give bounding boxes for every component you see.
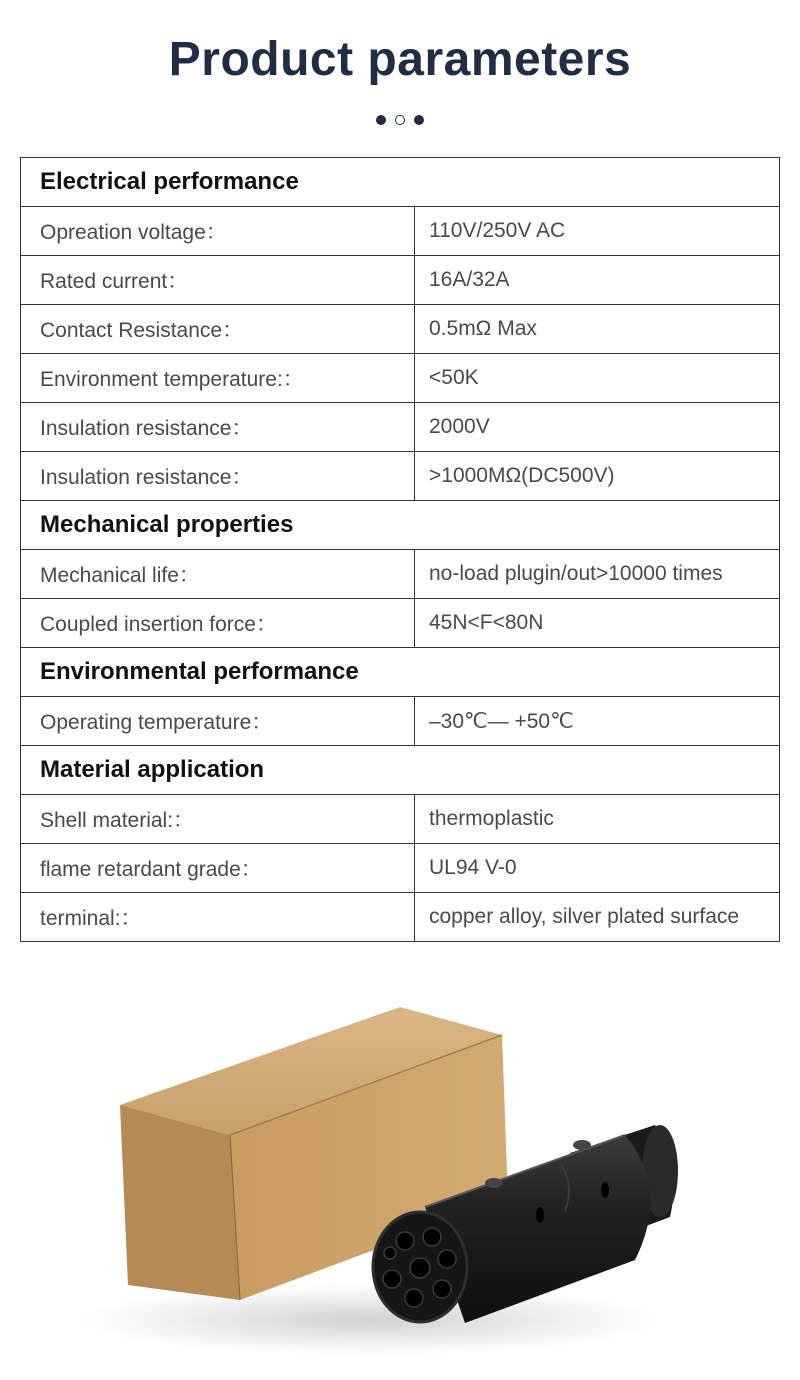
param-label: Mechanical life： <box>21 550 415 599</box>
param-label: Insulation resistance： <box>21 452 415 501</box>
param-value: UL94 V-0 <box>415 844 780 893</box>
floor-shadow <box>80 1285 660 1355</box>
decorative-dots <box>376 115 424 127</box>
table-row <box>21 697 780 746</box>
table-row <box>21 795 780 844</box>
table-row <box>21 354 780 403</box>
dot-icon <box>376 115 386 125</box>
param-value: >1000MΩ(DC500V) <box>415 452 780 501</box>
section-title: Material application <box>21 746 780 795</box>
dot-icon <box>414 115 424 125</box>
dot-icon <box>395 115 405 125</box>
section-header-mechanical <box>21 501 780 550</box>
param-value: 2000V <box>415 403 780 452</box>
param-label: Operating temperature： <box>21 697 415 746</box>
table-row <box>21 893 780 942</box>
param-value: copper alloy, silver plated surface <box>415 893 780 942</box>
param-label: terminal:： <box>21 893 415 942</box>
table-row <box>21 256 780 305</box>
table-row <box>21 452 780 501</box>
param-label: Shell material:： <box>21 795 415 844</box>
table-row <box>21 599 780 648</box>
section-header-material <box>21 746 780 795</box>
param-value: 110V/250V AC <box>415 207 780 256</box>
param-label: Coupled insertion force： <box>21 599 415 648</box>
param-label: Opreation voltage： <box>21 207 415 256</box>
param-label: Insulation resistance： <box>21 403 415 452</box>
section-title: Electrical performance <box>21 158 780 207</box>
param-value: 45N<F<80N <box>415 599 780 648</box>
param-value: no-load plugin/out>10000 times <box>415 550 780 599</box>
table-row <box>21 207 780 256</box>
param-value: 0.5mΩ Max <box>415 305 780 354</box>
page-title: Product parameters <box>168 33 632 86</box>
table-row <box>21 550 780 599</box>
product-photo <box>70 985 730 1365</box>
param-label: Environment temperature:： <box>21 354 415 403</box>
section-title: Environmental performance <box>21 648 780 697</box>
section-header-electrical <box>21 158 780 207</box>
table-row <box>21 305 780 354</box>
param-label: flame retardant grade： <box>21 844 415 893</box>
table-row <box>21 403 780 452</box>
table-row <box>21 844 780 893</box>
param-value: thermoplastic <box>415 795 780 844</box>
param-value: 16A/32A <box>415 256 780 305</box>
section-header-environmental <box>21 648 780 697</box>
param-value: –30℃— +50℃ <box>415 697 780 746</box>
param-label: Contact Resistance： <box>21 305 415 354</box>
spec-table <box>20 157 780 942</box>
param-label: Rated current： <box>21 256 415 305</box>
param-value: <50K <box>415 354 780 403</box>
section-title: Mechanical properties <box>21 501 780 550</box>
